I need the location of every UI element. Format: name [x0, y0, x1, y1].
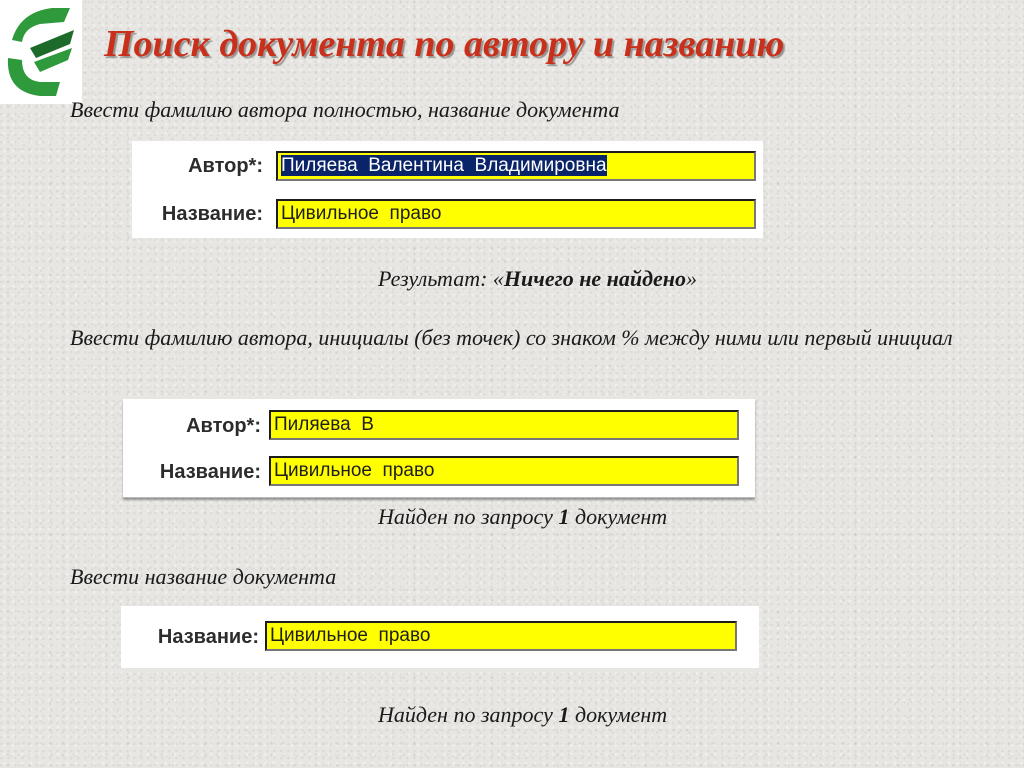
search-form-3 [121, 606, 759, 668]
author-field[interactable]: Пиляева В [269, 410, 739, 440]
instruction-2: Ввести фамилию автора, инициалы (без точек) со знаком % между ними или первый инициал [70, 325, 953, 350]
title-field[interactable]: Цивильное право [265, 621, 737, 651]
author-field[interactable] [276, 151, 756, 181]
title-field[interactable]: Цивильное право [269, 456, 739, 486]
instruction-1: Ввести фамилию автора полностью, название документа [70, 97, 620, 122]
title-label: Название: [161, 203, 263, 225]
search-form-2 [123, 399, 755, 498]
title-field[interactable]: Цивильное право [276, 199, 756, 229]
selected-text: Пиляева Валентина Владимировна [281, 155, 607, 176]
instruction-3: Ввести название документа [70, 564, 337, 589]
result-1-emphasis: Ничего не найдено [503, 266, 687, 291]
title-label: Название: [157, 626, 259, 648]
title-label: Название: [159, 461, 261, 483]
result-3-emphasis: 1 [558, 702, 570, 727]
result-2-emphasis: 1 [558, 504, 570, 529]
author-label: Автор*: [188, 155, 263, 177]
result-3: Найден по запросу 1 документ [378, 702, 668, 727]
page-title: Поиск документа по автору и названию [104, 23, 785, 65]
author-label: Автор*: [186, 415, 261, 437]
result-2: Найден по запросу 1 документ [378, 504, 668, 529]
library-logo-icon [0, 0, 82, 104]
search-form-1 [132, 141, 763, 238]
result-1: Результат: «Ничего не найдено» [378, 266, 698, 291]
